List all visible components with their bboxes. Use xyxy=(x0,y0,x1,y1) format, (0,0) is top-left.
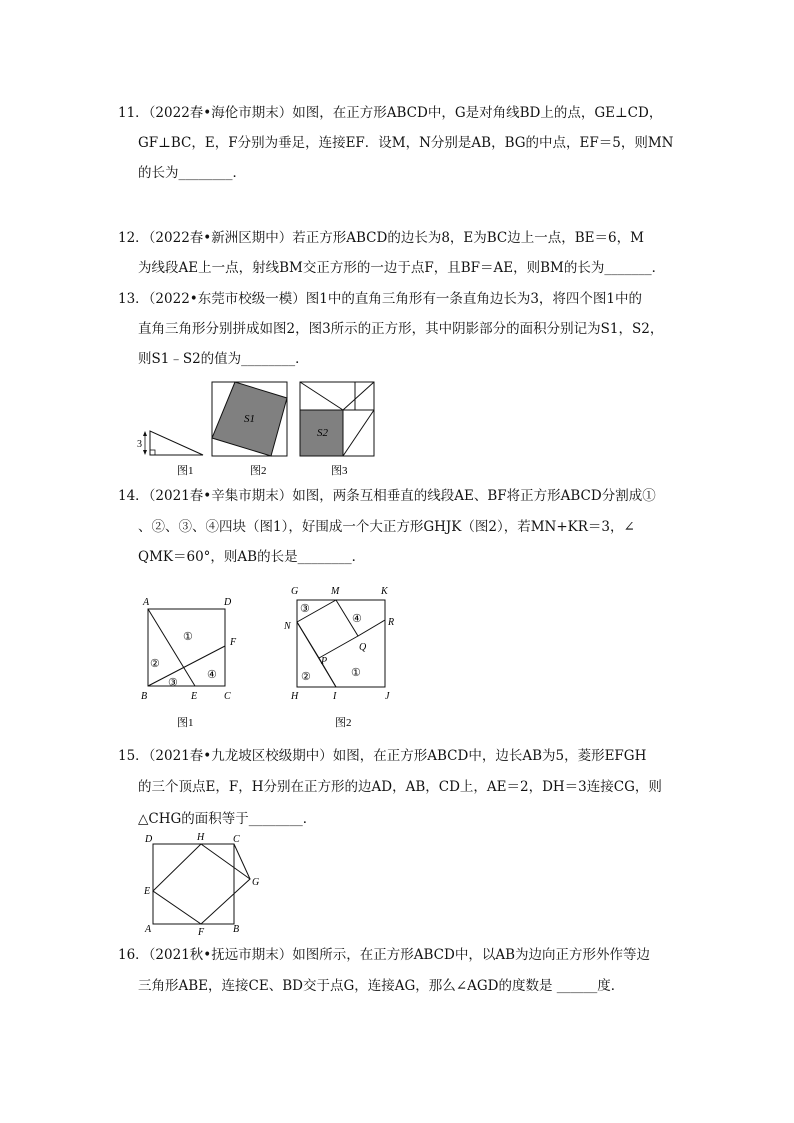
p15-label-C: C xyxy=(233,834,240,845)
caption-fig1: 图1 xyxy=(177,465,194,477)
problem-13-line-2: 直角三角形分别拼成如图2，图3所示的正方形，其中阴影部分的面积分别记为S1，S2， xyxy=(138,321,664,337)
problem-12-line-1: 12．（2022春•新洲区期中）若正方形ABCD的边长为8，E为BC边上一点，BE＝6，M xyxy=(118,230,644,246)
p14-f2-label-H: H xyxy=(291,691,299,702)
problem-15-line-2: 的三个顶点E，F，H分别在正方形的边AD，AB，CD上，AE＝2，DH＝3连接CG，则 xyxy=(138,779,662,795)
figure-1-triangle xyxy=(137,431,203,455)
p14-f2-label-M: M xyxy=(331,586,340,597)
caption-fig2: 图2 xyxy=(250,465,267,477)
p14-f1-label-C: C xyxy=(224,691,231,702)
p14-f2-label-R: R xyxy=(388,617,395,628)
problem-12-line-2: 为线段AE上一点，射线BM交正方形的一边于点F，且BF＝AE，则BM的长为_______． xyxy=(138,260,666,276)
figure-3-square xyxy=(300,382,374,456)
problem-14-line-3: QMK＝60°，则AB的长是________． xyxy=(138,549,366,565)
p14-f1-label-D: D xyxy=(224,597,232,608)
p14-f2-region-4: ④ xyxy=(352,613,362,625)
problem-11-line-1: 11．（2022春•海伦市期末）如图，在正方形ABCD中，G是对角线BD上的点，GE⊥CD， xyxy=(118,105,663,121)
problem-11-line-2: GF⊥BC，E，F分别为垂足，连接EF．设M，N分别是AB，BG的中点，EF＝5，则MN xyxy=(138,135,674,151)
figure-2-square xyxy=(212,382,287,456)
p14-f1-label-E: E xyxy=(191,691,198,702)
p14-f1-region-4: ④ xyxy=(207,669,217,681)
p15-label-B: B xyxy=(233,924,240,935)
p14-f1-region-1: ① xyxy=(183,631,193,643)
p14-f2-label-I: I xyxy=(333,691,337,702)
p15-label-H: H xyxy=(197,832,205,843)
problem-14-figure xyxy=(135,580,405,732)
p15-label-G: G xyxy=(252,877,260,888)
p14-f1-label-A: A xyxy=(143,597,150,608)
problem-14-line-1: 14．（2021春•辛集市期末）如图，两条互相垂直的线段AE、BF将正方形ABCD分割成① xyxy=(118,488,656,504)
p14-f1-label-B: B xyxy=(141,691,148,702)
p14-f2-region-2: ② xyxy=(301,671,311,683)
problem-16-line-2: 三角形ABE，连接CE、BD交于点G，连接AG，那么∠AGD的度数是 ______度． xyxy=(138,978,625,994)
problem-15-figure xyxy=(140,830,270,938)
p14-f2-label-G: G xyxy=(291,586,299,597)
p15-label-F: F xyxy=(198,927,205,938)
p14-f2-label-Q: Q xyxy=(359,642,367,653)
p15-label-A: A xyxy=(145,924,152,935)
p14-f1-region-2: ② xyxy=(150,658,160,670)
s2-label: S2 xyxy=(317,427,328,439)
p14-caption-fig2: 图2 xyxy=(335,717,352,729)
p15-label-D: D xyxy=(145,834,153,845)
caption-fig3: 图3 xyxy=(331,465,348,477)
problem-14-line-2: 、②、③、④四块（图1），好围成一个大正方形GHJK（图2），若MN+KR＝3，∠ xyxy=(138,519,635,535)
p14-figure-1 xyxy=(141,597,237,729)
p14-f2-label-K: K xyxy=(381,586,388,597)
p14-f1-region-3: ③ xyxy=(168,677,178,689)
problem-16-line-1: 16．（2021秋•抚远市期末）如图所示，在正方形ABCD中，以AB为边向正方形外作等边 xyxy=(118,947,650,963)
figure-1-side-label: 3 xyxy=(137,439,142,450)
p15-label-E: E xyxy=(144,886,151,897)
p14-f2-region-1: ① xyxy=(351,667,361,679)
problem-15-line-1: 15．（2021春•九龙坡区校级期中）如图，在正方形ABCD中，边长AB为5，菱形EFGH xyxy=(118,748,647,764)
problem-11-line-3: 的长为________． xyxy=(138,165,246,181)
p14-f1-label-F: F xyxy=(230,637,237,648)
problem-13-line-3: 则S1﹣S2的值为________． xyxy=(138,351,309,367)
p14-f2-label-P: P xyxy=(321,656,328,667)
p14-f2-label-J: J xyxy=(385,691,390,702)
problem-13-figure xyxy=(135,378,385,478)
p14-caption-fig1: 图1 xyxy=(177,717,194,729)
problem-15-line-3: △CHG的面积等于________． xyxy=(138,811,317,827)
p14-figure-2 xyxy=(283,586,394,729)
p14-f2-label-N: N xyxy=(284,621,291,632)
p14-f2-region-3: ③ xyxy=(300,603,310,615)
s1-label: S1 xyxy=(244,413,255,425)
problem-13-line-1: 13．（2022•东莞市校级一模）图1中的直角三角形有一条直角边长为3，将四个图1中的 xyxy=(118,291,643,307)
